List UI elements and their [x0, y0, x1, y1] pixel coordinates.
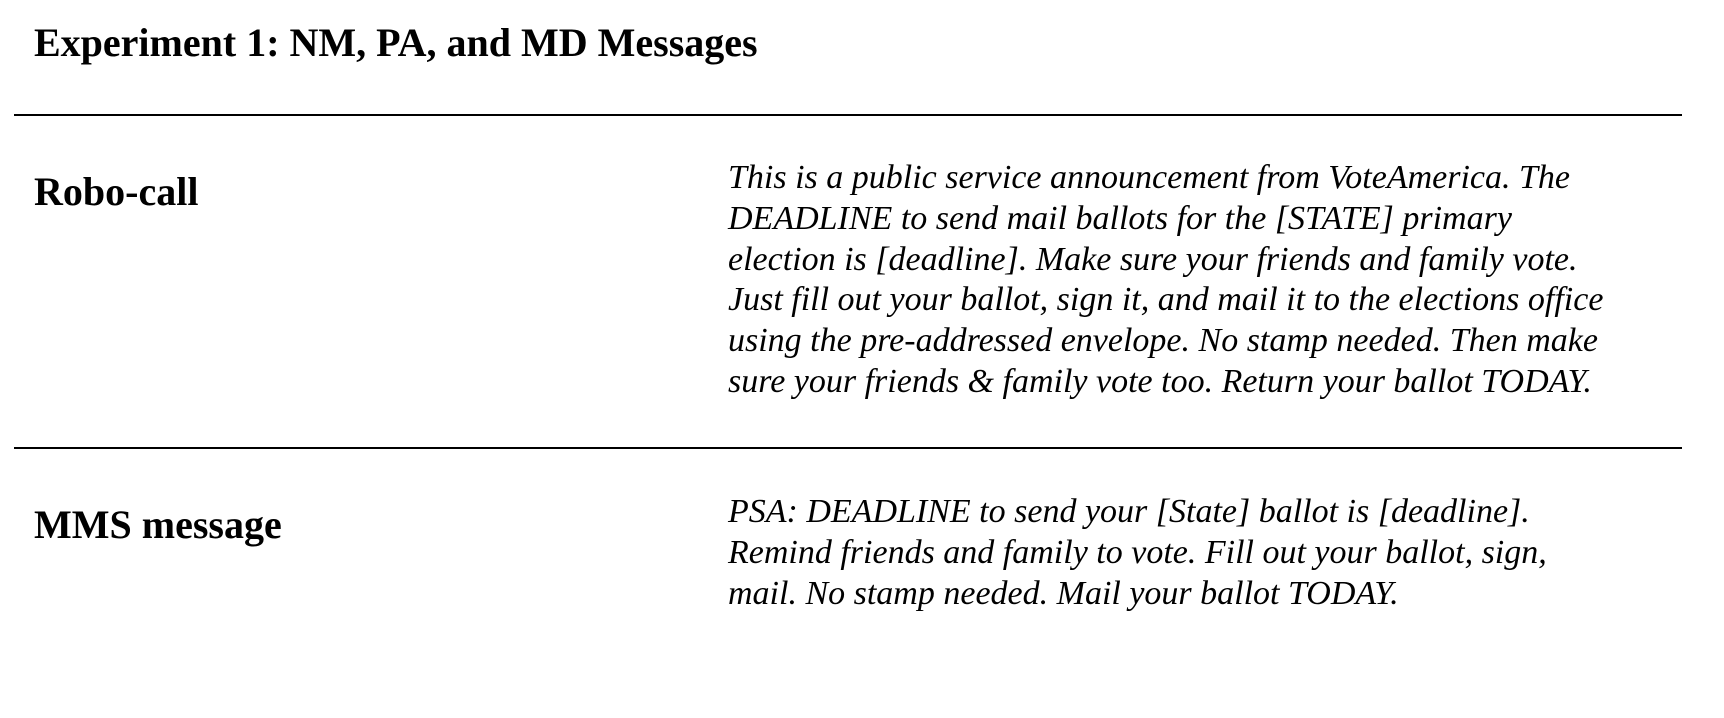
robo-call-line: sure your friends & family vote too. Return your ballot TODAY.	[728, 362, 1592, 400]
robo-call-message	[728, 158, 1603, 403]
page-title: Experiment 1: NM, PA, and MD Messages	[34, 20, 758, 65]
robo-call-line: This is a public service announcement from VoteAmerica. The	[728, 159, 1570, 196]
table-top-rule	[14, 114, 1682, 116]
row-divider-rule	[14, 447, 1682, 449]
robo-call-line: DEADLINE to send mail ballots for the [STATE] primary	[728, 199, 1512, 237]
mms-message-line: PSA: DEADLINE to send your [State] ballot is [deadline].	[728, 493, 1530, 530]
mms-message-label: MMS message	[34, 502, 282, 547]
robo-call-line: using the pre-addressed envelope. No stamp needed. Then make	[728, 322, 1598, 360]
robo-call-label: Robo-call	[34, 169, 199, 214]
robo-call-line: Just fill out your ballot, sign it, and mail it to the elections office	[728, 281, 1604, 319]
mms-message-line: mail. No stamp needed. Mail your ballot TODAY.	[728, 574, 1399, 612]
robo-call-line: election is [deadline]. Make sure your friends and family vote.	[728, 240, 1578, 278]
mms-message-text	[728, 492, 1547, 614]
mms-message-line: Remind friends and family to vote. Fill out your ballot, sign,	[728, 533, 1547, 571]
